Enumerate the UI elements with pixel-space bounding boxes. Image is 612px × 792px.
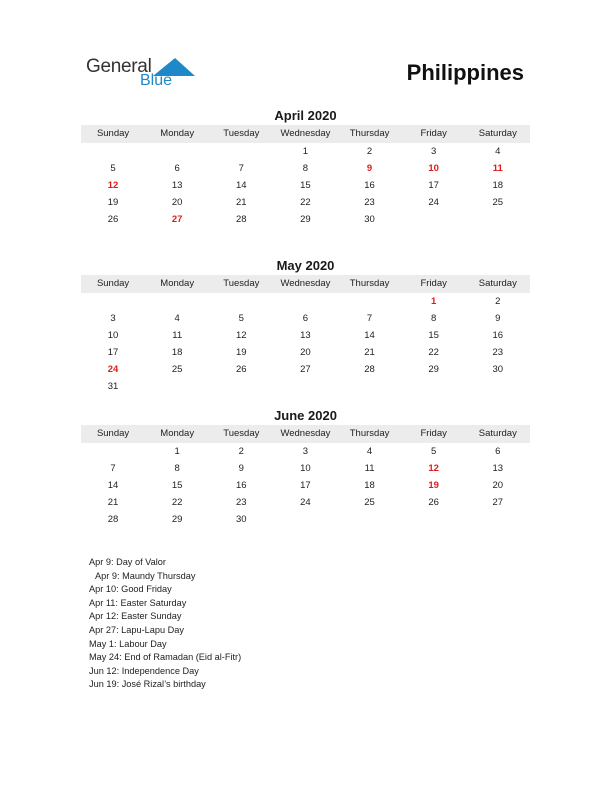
day-cell [338, 511, 402, 528]
week-row [81, 344, 530, 361]
holiday-day-cell: 11 [492, 163, 503, 174]
day-cell: 21 [236, 197, 247, 208]
week-row [81, 477, 530, 494]
day-cell: 26 [236, 364, 247, 375]
day-cell: 25 [171, 364, 183, 375]
weekday-header-row [81, 125, 530, 143]
weekday-label: Thursday [349, 128, 390, 139]
day-cell: 31 [107, 381, 119, 392]
day-cell: 8 [302, 163, 309, 174]
day-cell: 9 [495, 313, 501, 324]
weekday-header-row [81, 425, 530, 443]
day-cell: 30 [236, 514, 247, 525]
day-cell [273, 293, 337, 310]
week-row [81, 194, 530, 211]
day-cell [81, 443, 145, 460]
weekday-label: Saturday [478, 128, 517, 139]
day-cell: 16 [364, 180, 375, 191]
weekday-label: Tuesday [223, 278, 260, 289]
day-cell: 10 [107, 330, 119, 341]
day-cell [402, 211, 466, 228]
day-cell: 6 [174, 163, 180, 174]
day-cell: 6 [495, 446, 501, 457]
holiday-entry: Apr 11: Easter Saturday [89, 597, 187, 608]
week-row [81, 310, 530, 327]
day-cell: 13 [171, 180, 183, 191]
holiday-entry: Apr 9: Day of Valor [89, 557, 166, 567]
holiday-day-cell: 19 [428, 480, 439, 491]
day-cell: 18 [364, 480, 375, 491]
week-row [81, 293, 530, 310]
day-cell [338, 293, 402, 310]
holiday-entry: Apr 27: Lapu-Lapu Day [89, 624, 185, 635]
day-cell: 13 [492, 463, 504, 474]
weekday-label: Saturday [478, 428, 517, 439]
day-cell: 22 [428, 347, 439, 358]
day-cell [145, 293, 209, 310]
day-cell: 7 [110, 463, 116, 474]
week-row [81, 460, 530, 477]
day-cell: 1 [302, 146, 309, 157]
day-cell [81, 293, 145, 310]
day-cell: 25 [492, 197, 504, 208]
weekday-label: Tuesday [223, 428, 260, 439]
day-cell: 27 [492, 497, 504, 508]
weekday-label: Monday [160, 278, 195, 289]
day-cell: 29 [428, 364, 439, 375]
holiday-day-cell: 12 [428, 463, 439, 474]
holiday-list [89, 556, 241, 692]
weekday-label: Monday [160, 128, 195, 139]
week-row [81, 443, 530, 460]
day-cell: 29 [171, 514, 183, 525]
day-cell: 16 [236, 480, 247, 491]
day-cell [209, 378, 273, 395]
holiday-entry: May 1: Labour Day [89, 638, 167, 649]
day-cell: 17 [300, 480, 311, 491]
day-cell: 24 [300, 497, 311, 508]
day-cell: 2 [366, 146, 373, 157]
day-cell [145, 143, 209, 160]
day-cell: 4 [366, 446, 373, 457]
weekday-label: Monday [160, 428, 195, 439]
holiday-day-cell: 9 [366, 163, 373, 174]
day-cell: 18 [492, 180, 504, 191]
weekday-label: Sunday [96, 278, 130, 289]
day-cell: 19 [107, 197, 119, 208]
day-cell: 14 [364, 330, 375, 341]
weekday-label: Thursday [349, 278, 390, 289]
day-cell: 3 [431, 146, 437, 157]
day-cell [466, 211, 530, 228]
day-cell: 15 [300, 180, 311, 191]
holiday-day-cell: 10 [428, 163, 439, 174]
day-cell: 28 [364, 364, 375, 375]
weekday-label: Friday [420, 128, 447, 139]
day-cell [273, 511, 337, 528]
day-cell: 28 [236, 214, 247, 225]
weekday-label: Wednesday [280, 428, 331, 439]
day-cell: 2 [495, 296, 501, 307]
day-cell [466, 378, 530, 395]
month-calendar [81, 407, 530, 528]
week-row [81, 160, 530, 177]
day-cell: 20 [171, 197, 183, 208]
day-cell: 19 [236, 347, 247, 358]
day-cell: 8 [174, 463, 180, 474]
day-cell: 3 [110, 313, 116, 324]
week-row [81, 361, 530, 378]
day-cell: 6 [302, 313, 309, 324]
week-row [81, 143, 530, 160]
week-row [81, 494, 530, 511]
weekday-label: Friday [420, 428, 447, 439]
day-cell: 3 [302, 446, 309, 457]
day-cell: 5 [238, 313, 244, 324]
week-row [81, 211, 530, 228]
day-cell: 4 [174, 313, 180, 324]
logo-word-general: General [86, 56, 152, 77]
day-cell: 25 [364, 497, 375, 508]
day-cell: 12 [236, 330, 247, 341]
day-cell: 8 [431, 313, 437, 324]
day-cell: 21 [364, 347, 375, 358]
weekday-label: Sunday [96, 128, 130, 139]
week-row [81, 177, 530, 194]
holiday-entry: May 24: End of Ramadan (Eid al-Fitr) [89, 652, 242, 663]
day-cell: 16 [492, 330, 504, 341]
day-cell [402, 511, 466, 528]
day-cell [209, 143, 273, 160]
month-calendar [81, 257, 530, 395]
holiday-day-cell: 12 [107, 180, 119, 191]
day-cell: 14 [236, 180, 247, 191]
day-cell: 9 [238, 463, 244, 474]
month-title: May 2020 [276, 258, 335, 273]
holiday-entry: Jun 12: Independence Day [89, 665, 199, 676]
generalblue-logo [86, 56, 196, 96]
day-cell: 15 [428, 330, 439, 341]
day-cell: 5 [431, 446, 437, 457]
day-cell: 18 [171, 347, 183, 358]
day-cell: 15 [171, 480, 183, 491]
day-cell [273, 378, 337, 395]
day-cell: 28 [107, 514, 119, 525]
day-cell: 20 [492, 480, 504, 491]
day-cell: 1 [174, 446, 180, 457]
day-cell: 29 [300, 214, 311, 225]
day-cell: 24 [428, 197, 439, 208]
day-cell: 5 [110, 163, 116, 174]
day-cell: 27 [300, 364, 311, 375]
day-cell [209, 293, 273, 310]
day-cell: 23 [364, 197, 375, 208]
day-cell: 30 [492, 364, 504, 375]
day-cell: 10 [300, 463, 311, 474]
weekday-label: Thursday [349, 428, 390, 439]
weekday-label: Saturday [478, 278, 517, 289]
day-cell: 14 [107, 480, 119, 491]
day-cell: 30 [364, 214, 375, 225]
holiday-day-cell: 1 [431, 296, 437, 307]
day-cell: 22 [300, 197, 311, 208]
day-cell: 7 [366, 313, 373, 324]
day-cell: 11 [364, 463, 375, 474]
day-cell: 20 [300, 347, 311, 358]
day-cell [466, 511, 530, 528]
day-cell: 17 [428, 180, 439, 191]
week-row [81, 327, 530, 344]
month-title: June 2020 [274, 408, 337, 423]
weekday-label: Friday [420, 278, 447, 289]
weekday-header-row [81, 275, 530, 293]
day-cell: 23 [492, 347, 504, 358]
day-cell [145, 378, 209, 395]
day-cell: 17 [107, 347, 119, 358]
day-cell [338, 378, 402, 395]
day-cell: 11 [172, 330, 183, 341]
day-cell: 7 [238, 163, 244, 174]
holiday-day-cell: 24 [107, 364, 119, 375]
day-cell [81, 143, 145, 160]
day-cell: 26 [107, 214, 119, 225]
day-cell: 26 [428, 497, 439, 508]
month-calendar [81, 107, 530, 228]
day-cell: 22 [171, 497, 183, 508]
weekday-label: Sunday [96, 428, 130, 439]
logo-word-blue: Blue [140, 72, 173, 89]
weekday-label: Wednesday [280, 128, 331, 139]
day-cell: 23 [236, 497, 247, 508]
day-cell: 2 [238, 446, 244, 457]
week-row [81, 511, 530, 528]
holiday-entry: Jun 19: José Rizal’s birthday [89, 679, 206, 690]
day-cell [402, 378, 466, 395]
holiday-day-cell: 27 [171, 214, 183, 225]
holiday-entry: Apr 9: Maundy Thursday [95, 570, 196, 581]
week-row [81, 378, 530, 395]
holiday-entry: Apr 12: Easter Sunday [89, 611, 182, 622]
weekday-label: Tuesday [223, 128, 260, 139]
day-cell: 4 [495, 146, 501, 157]
weekday-label: Wednesday [280, 278, 331, 289]
holiday-entry: Apr 10: Good Friday [89, 584, 172, 595]
day-cell: 13 [300, 330, 311, 341]
month-title: April 2020 [274, 108, 337, 123]
day-cell: 21 [107, 497, 119, 508]
country-title: Philippines [406, 60, 524, 85]
